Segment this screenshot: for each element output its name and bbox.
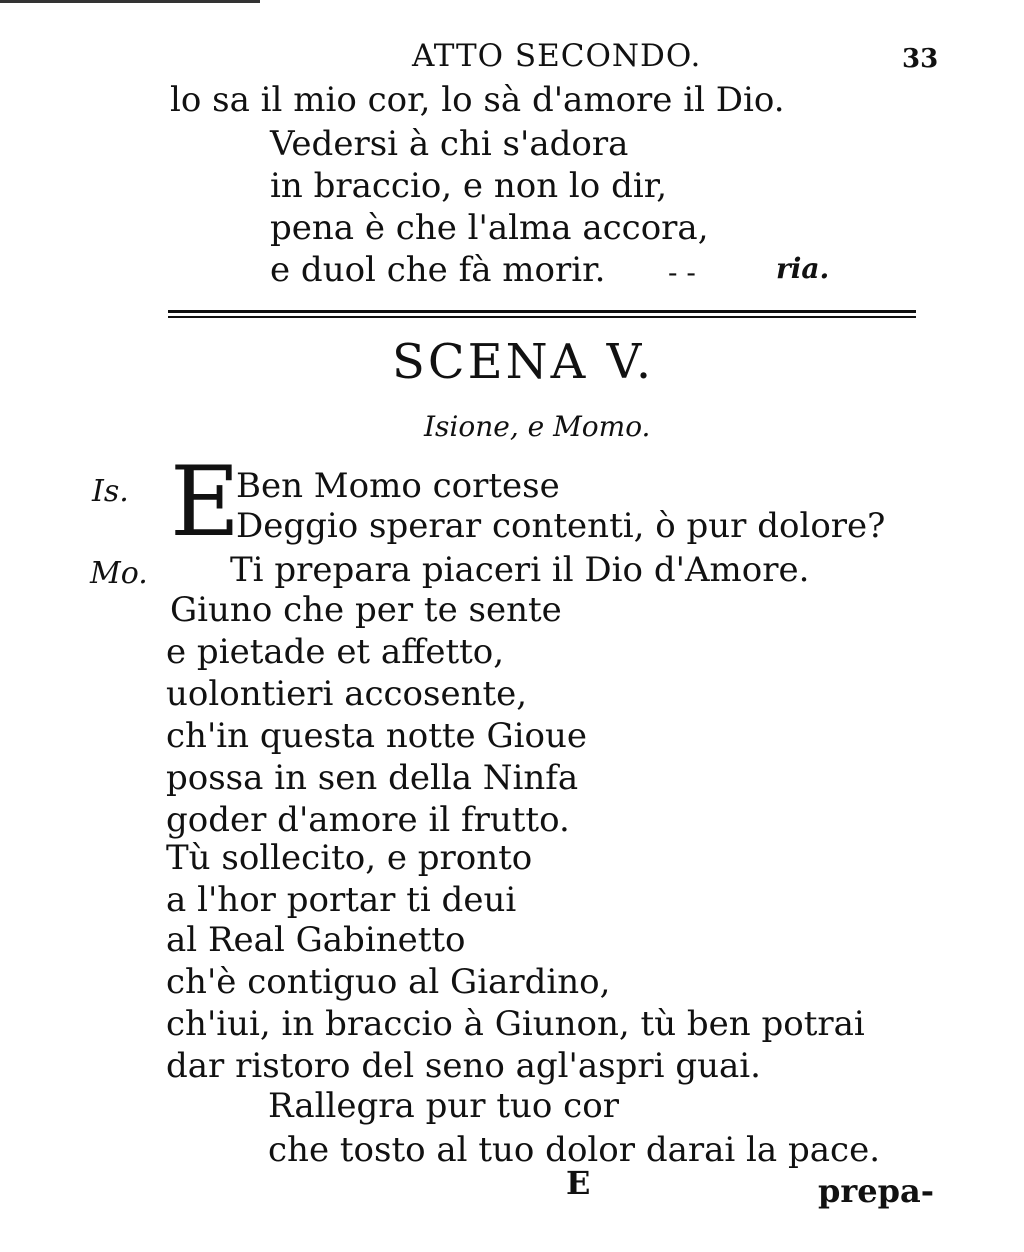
top-edge-rule — [0, 0, 260, 3]
aria-line: in braccio, e non lo dir, — [270, 166, 668, 206]
momo-line: ch'è contiguo al Giardino, — [166, 962, 611, 1002]
momo-line: ch'in questa notte Gioue — [166, 716, 587, 756]
momo-line: ch'iui, in braccio à Giunon, tù ben potrai — [166, 1004, 865, 1044]
scene-title: SCENA V. — [392, 334, 655, 390]
momo-line: Rallegra pur tuo cor — [268, 1086, 619, 1126]
drop-cap: E — [170, 446, 241, 558]
isione-line: Ben Momo cortese — [236, 466, 560, 506]
page-number: 33 — [902, 44, 939, 74]
momo-line: a l'hor portar ti deui — [166, 880, 517, 920]
momo-line: e pietade et affetto, — [166, 632, 505, 672]
momo-line: Giuno che per te sente — [170, 590, 562, 630]
momo-line: goder d'amore il frutto. — [166, 800, 570, 840]
aria-end-marker: ria. — [776, 252, 830, 285]
momo-line: Ti prepara piaceri il Dio d'Amore. — [230, 550, 810, 590]
aria-dash: - - — [668, 256, 696, 289]
momo-line: che tosto al tuo dolor darai la pace. — [268, 1130, 881, 1170]
speaker-momo: Mo. — [90, 556, 148, 591]
catchword: prepa- — [818, 1172, 934, 1210]
aria-line: e duol che fà morir. — [270, 250, 606, 290]
signature-mark: E — [566, 1164, 591, 1202]
aria-line: lo sa il mio cor, lo sà d'amore il Dio. — [170, 80, 785, 120]
running-header: ATTO SECONDO. — [412, 38, 702, 74]
section-divider — [168, 310, 916, 313]
momo-line: Tù sollecito, e pronto — [166, 838, 533, 878]
scene-characters: Isione, e Momo. — [424, 410, 651, 443]
momo-line: al Real Gabinetto — [166, 920, 466, 960]
momo-line: possa in sen della Ninfa — [166, 758, 579, 798]
aria-line: Vedersi à chi s'adora — [270, 124, 629, 164]
section-divider-thin — [168, 316, 916, 318]
speaker-isione: Is. — [92, 474, 129, 509]
aria-line: pena è che l'alma accora, — [270, 208, 709, 248]
isione-line: Deggio sperar contenti, ò pur dolore? — [236, 506, 886, 546]
momo-line: dar ristoro del seno agl'aspri guai. — [166, 1046, 761, 1086]
momo-line: uolontieri accosente, — [166, 674, 528, 714]
